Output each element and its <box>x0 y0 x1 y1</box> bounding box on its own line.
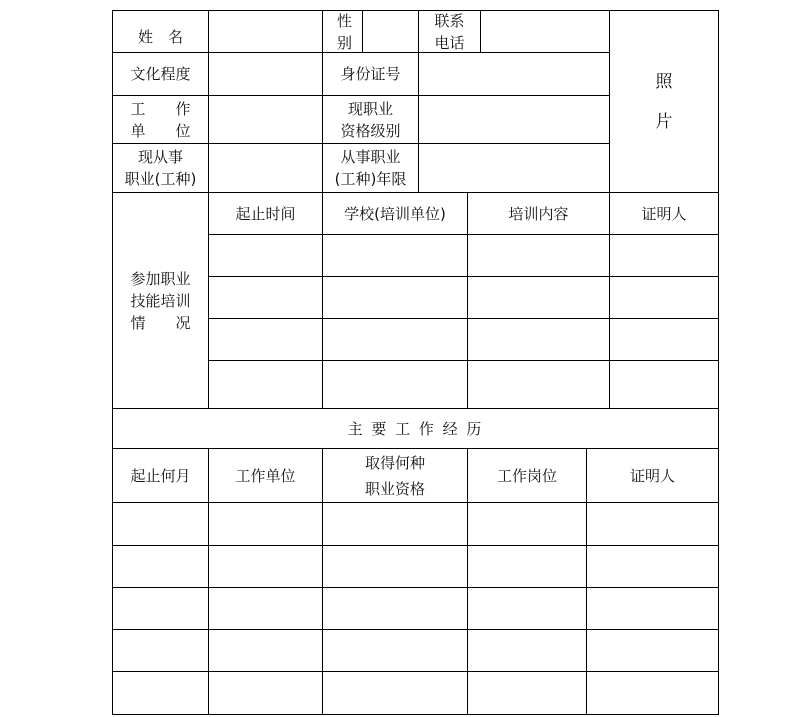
label-current-occupation <box>113 144 208 192</box>
training-label-line2: 技能培训 <box>130 291 191 310</box>
training-label-line3: 情 况 <box>130 313 191 332</box>
exp-header-period-text: 起止何月 <box>130 466 191 485</box>
label-id-number-text: 身份证号 <box>340 65 401 83</box>
phone-field[interactable] <box>481 11 609 52</box>
exp-header-workplace <box>209 449 322 502</box>
training-row[interactable] <box>209 235 719 276</box>
workplace-field[interactable] <box>209 96 322 143</box>
training-header-period <box>209 193 322 234</box>
training-header-witness <box>610 193 718 234</box>
exp-header-witness-text: 证明人 <box>629 466 675 485</box>
label-gender <box>323 11 362 52</box>
form-border-bottom <box>112 714 719 715</box>
exp-header-qualification <box>323 449 467 502</box>
label-phone-line2: 电话 <box>434 33 465 52</box>
training-row[interactable] <box>209 277 719 318</box>
label-name <box>113 11 208 52</box>
exp-header-qualification-line1: 取得何种 <box>364 453 425 472</box>
experience-row[interactable] <box>113 588 718 629</box>
photo-label-line1: 照 <box>655 71 673 92</box>
experience-row[interactable] <box>113 503 718 545</box>
label-qualification-line1: 现职业 <box>347 99 393 118</box>
label-occupation-years-line2: (工种)年限 <box>334 170 407 188</box>
training-row[interactable] <box>209 361 719 408</box>
name-field[interactable] <box>209 11 322 52</box>
label-occupation-years <box>323 144 418 192</box>
experience-row[interactable] <box>113 546 718 587</box>
gender-field[interactable] <box>363 11 418 52</box>
label-phone-line1: 联系 <box>434 11 465 30</box>
experience-row[interactable] <box>113 630 718 671</box>
training-row[interactable] <box>209 319 719 360</box>
qualification-level-field[interactable] <box>419 96 609 143</box>
label-workplace-line2: 单 位 <box>130 121 191 140</box>
label-qualification-level <box>323 96 418 143</box>
training-header-school <box>323 193 467 234</box>
training-header-content-text: 培训内容 <box>508 204 569 223</box>
label-name-text: 姓 名 <box>137 27 183 46</box>
exp-header-workplace-text: 工作单位 <box>235 466 296 485</box>
label-current-occupation-line2: 职业(工种) <box>124 170 197 188</box>
label-education <box>113 53 208 95</box>
current-occupation-field[interactable] <box>209 144 322 192</box>
training-section-label <box>113 193 208 408</box>
training-header-period-text: 起止时间 <box>235 204 296 223</box>
exp-header-qualification-line2: 职业资格 <box>364 479 425 498</box>
work-experience-title-text: 主 要 工 作 经 历 <box>347 419 484 438</box>
label-phone <box>419 11 480 52</box>
label-gender-line1: 性 <box>337 11 353 30</box>
training-header-witness-text: 证明人 <box>641 204 687 223</box>
label-workplace-line1: 工 作 <box>130 99 191 118</box>
label-current-occupation-line1: 现从事 <box>137 148 183 166</box>
exp-header-position <box>468 449 586 502</box>
label-id-number <box>323 53 418 95</box>
training-header-content <box>468 193 609 234</box>
training-header-school-text: 学校(培训单位) <box>344 204 446 223</box>
education-field[interactable] <box>209 53 322 95</box>
label-gender-line2: 别 <box>337 33 353 52</box>
exp-header-witness <box>587 449 718 502</box>
exp-header-period <box>113 449 208 502</box>
experience-row[interactable] <box>113 672 718 714</box>
id-number-field[interactable] <box>419 53 609 95</box>
occupation-years-field[interactable] <box>419 144 609 192</box>
photo-box <box>610 11 718 192</box>
work-experience-title <box>113 409 718 448</box>
label-workplace <box>113 96 208 143</box>
training-label-line1: 参加职业 <box>130 269 191 288</box>
label-education-text: 文化程度 <box>130 65 191 83</box>
photo-label-line2: 片 <box>655 111 673 132</box>
label-qualification-line2: 资格级别 <box>340 121 401 140</box>
label-occupation-years-line1: 从事职业 <box>340 148 401 166</box>
exp-header-position-text: 工作岗位 <box>496 466 557 485</box>
